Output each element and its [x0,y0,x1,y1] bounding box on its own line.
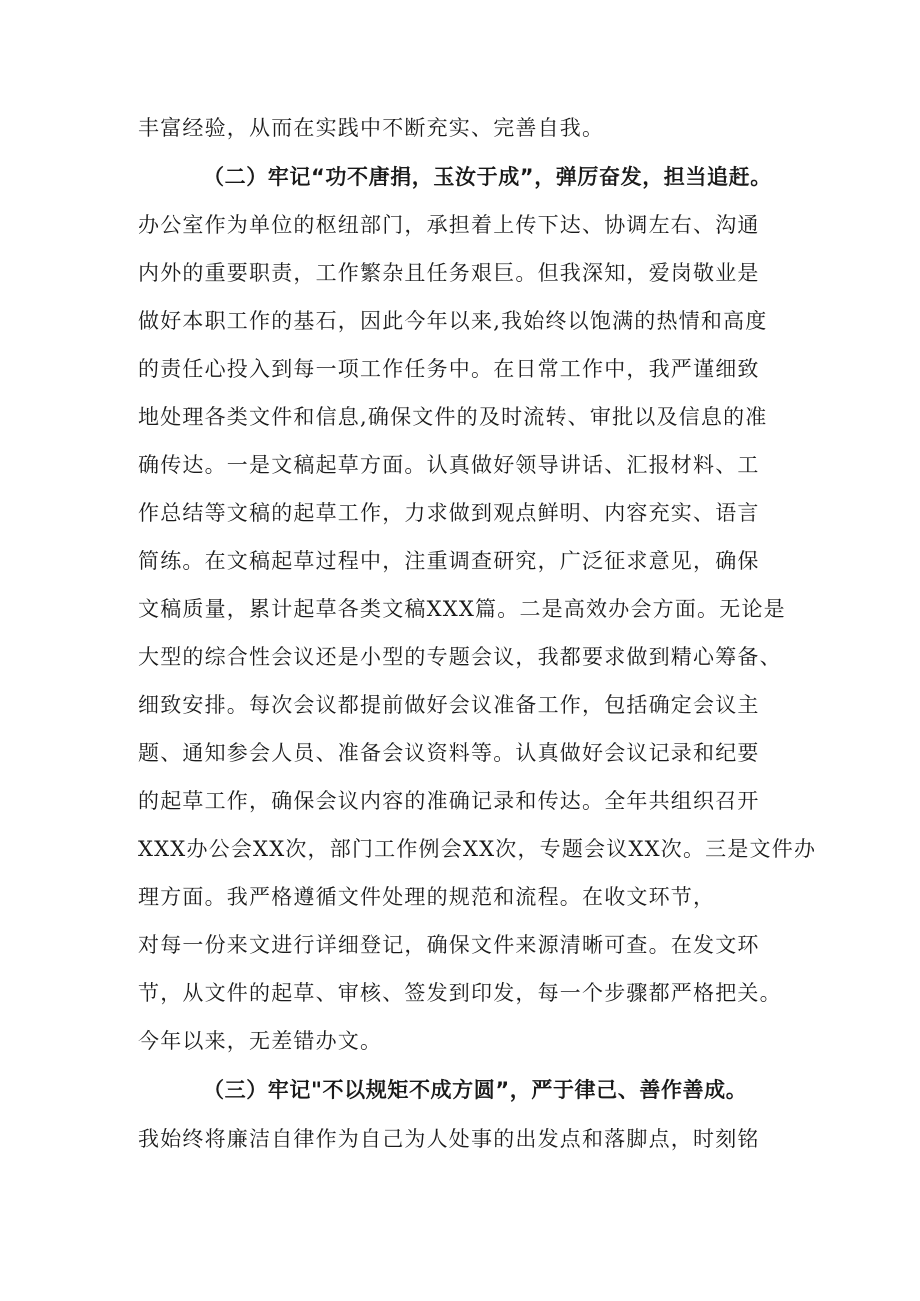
paragraph-line: 内外的重要职责，工作繁杂且任务艰巨。但我深知，爱岗敬业是 [138,261,760,285]
paragraph-line: 我始终将廉洁自律作为自己为人处事的出发点和落脚点，时刻铭 [138,1127,760,1151]
paragraph-line: 今年以来，无差错办文。 [138,1029,383,1053]
paragraph-line: 的起草工作，确保会议内容的准确记录和传达。全年共组织召开 [138,789,760,813]
paragraph-line: 节，从文件的起草、审核、签发到印发，每一个步骤都严格把关。 [138,981,782,1005]
paragraph-line: 细致安排。每次会议都提前做好会议准备工作，包括确定会议主 [138,693,760,717]
paragraph-line: 的责任心投入到每一项工作任务中。在日常工作中，我严谨细致 [138,357,760,381]
section-heading-3: （三）牢记"不以规矩不成方圆”，严于律己、善作善成。 [203,1078,748,1102]
paragraph-line: 理方面。我严格遵循文件处理的规范和流程。在收文环节， [138,885,716,909]
paragraph-line: 作总结等文稿的起草工作，力求做到观点鲜明、内容充实、语言 [138,501,760,525]
paragraph-line: 确传达。一是文稿起草方面。认真做好领导讲话、汇报材料、工 [138,453,760,477]
paragraph-line: XXX办公会XX次，部门工作例会XX次，专题会议XX次。三是文件办 [138,837,817,861]
paragraph-line: 做好本职工作的基石，因此今年以来,我始终以饱满的热情和高度 [138,309,768,333]
paragraph-line: 文稿质量，累计起草各类文稿XXX篇。二是高效办会方面。无论是 [138,597,786,621]
paragraph-line: 办公室作为单位的枢纽部门，承担着上传下达、协调左右、沟通 [138,213,760,237]
paragraph-line: 地处理各类文件和信息,确保文件的及时流转、审批以及信息的准 [138,405,768,429]
paragraph-line: 简练。在文稿起草过程中，注重调查研究，广泛征求意见，确保 [138,549,760,573]
paragraph-line: 题、通知参会人员、准备会议资料等。认真做好会议记录和纪要 [138,741,760,765]
paragraph-line: 大型的综合性会议还是小型的专题会议，我都要求做到精心筹备、 [138,645,782,669]
paragraph-line: 对每一份来文进行详细登记，确保文件来源清晰可查。在发文环 [138,933,760,957]
paragraph-line: 丰富经验，从而在实践中不断充实、完善自我。 [138,116,605,140]
section-heading-2: （二）牢记“功不唐捐，玉汝于成”，弹厉奋发，担当追赶。 [203,165,772,189]
